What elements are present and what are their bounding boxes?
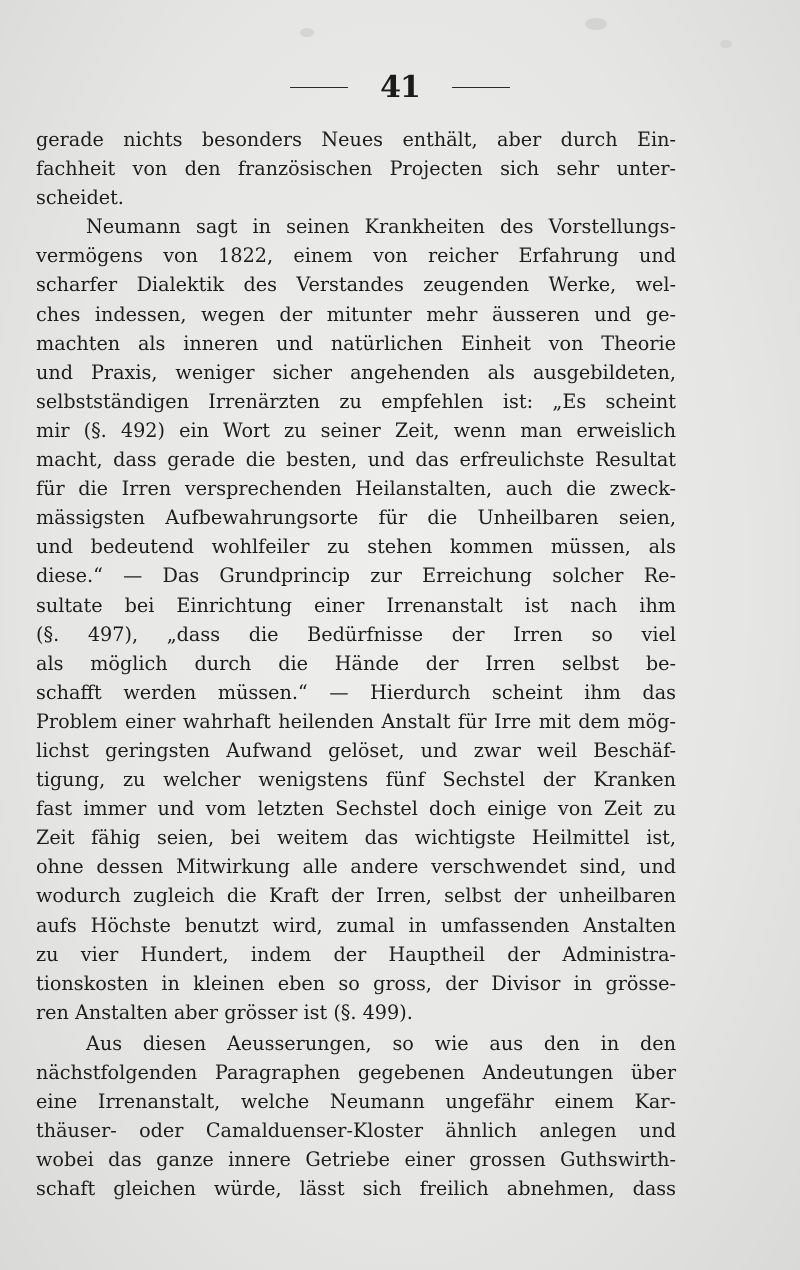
text-line: und Praxis, weniger sicher angehenden als ausgebildeten,: [36, 360, 676, 384]
paragraph: [36, 212, 676, 1027]
text-line: vermögens von 1822, einem von reicher Erfahrung und: [36, 244, 676, 268]
text-line: ohne dessen Mitwirkung alle andere verschwendet sind, und: [36, 855, 676, 879]
text-line: ches indessen, wegen der mitunter mehr äusseren und ge-: [36, 302, 676, 326]
text-line: eine Irrenanstalt, welche Neumann ungefähr einem Kar-: [36, 1090, 676, 1114]
text-line: mässigsten Aufbewahrungsorte für die Unheilbaren seien,: [36, 506, 676, 530]
text-line: lichst geringsten Aufwand gelöset, und zwar weil Beschäf-: [36, 738, 676, 762]
text-line: und bedeutend wohlfeiler zu stehen kommen müssen, als: [36, 535, 676, 559]
paper-speck: [720, 40, 732, 48]
text-line: Problem einer wahrhaft heilenden Anstalt für Irre mit dem mög-: [36, 709, 676, 733]
text-line: scharfer Dialektik des Verstandes zeugenden Werke, wel-: [36, 273, 676, 297]
text-line: für die Irren versprechenden Heilanstalten, auch die zweck-: [36, 477, 676, 501]
text-line: scheidet.: [36, 186, 124, 210]
text-line: fast immer und vom letzten Sechstel doch einige von Zeit zu: [36, 797, 676, 821]
paragraph: [36, 1029, 676, 1204]
text-line: diese.“ — Das Grundprincip zur Erreichung solcher Re-: [36, 564, 676, 588]
text-line: selbstständigen Irrenärzten zu empfehlen ist: „Es scheint: [36, 389, 676, 413]
header-rule-right: [452, 87, 510, 88]
paper-speck: [585, 18, 607, 30]
text-line: wobei das ganze innere Getriebe einer grossen Guthswirth-: [36, 1148, 676, 1172]
text-line: Zeit fähig seien, bei weitem das wichtigste Heilmittel ist,: [36, 826, 676, 850]
paragraph: [36, 125, 676, 212]
text-line: tionskosten in kleinen eben so gross, der Divisor in grösse-: [36, 971, 676, 995]
text-line: Aus diesen Aeusserungen, so wie aus den in den: [86, 1031, 676, 1055]
text-line: ren Anstalten aber grösser ist (§. 499).: [36, 1000, 413, 1024]
text-line: machten als inneren und natürlichen Einheit von Theorie: [36, 331, 676, 355]
paper-speck: [300, 28, 314, 37]
page-header: [0, 62, 800, 112]
text-line: tigung, zu welcher wenigstens fünf Sechstel der Kranken: [36, 768, 676, 792]
text-line: wodurch zugleich die Kraft der Irren, selbst der unheilbaren: [36, 884, 676, 908]
text-line: thäuser- oder Camalduenser-Kloster ähnlich anlegen und: [36, 1119, 676, 1143]
text-line: (§. 497), „dass die Bedürfnisse der Irren so viel: [36, 622, 676, 646]
page-body: [36, 125, 676, 1203]
text-line: Neumann sagt in seinen Krankheiten des Vorstellungs-: [86, 215, 676, 239]
text-line: macht, dass gerade die besten, und das erfreulichste Resultat: [36, 448, 676, 472]
page-number: 41: [380, 69, 420, 105]
header-rule-left: [290, 87, 348, 88]
text-line: als möglich durch die Hände der Irren selbst be-: [36, 651, 676, 675]
text-line: schafft werden müssen.“ — Hierdurch scheint ihm das: [36, 680, 676, 704]
text-line: aufs Höchste benutzt wird, zumal in umfassenden Anstalten: [36, 913, 676, 937]
text-line: nächstfolgenden Paragraphen gegebenen Andeutungen über: [36, 1061, 676, 1084]
text-line: fachheit von den französischen Projecten sich sehr unter-: [36, 157, 676, 181]
text-line: sultate bei Einrichtung einer Irrenanstalt ist nach ihm: [36, 593, 676, 617]
text-line: schaft gleichen würde, lässt sich freilich abnehmen, dass: [36, 1177, 676, 1201]
text-line: zu vier Hundert, indem der Hauptheil der Administra-: [36, 942, 676, 966]
text-line: gerade nichts besonders Neues enthält, aber durch Ein-: [36, 128, 676, 151]
text-line: mir (§. 492) ein Wort zu seiner Zeit, wenn man erweislich: [36, 418, 676, 442]
